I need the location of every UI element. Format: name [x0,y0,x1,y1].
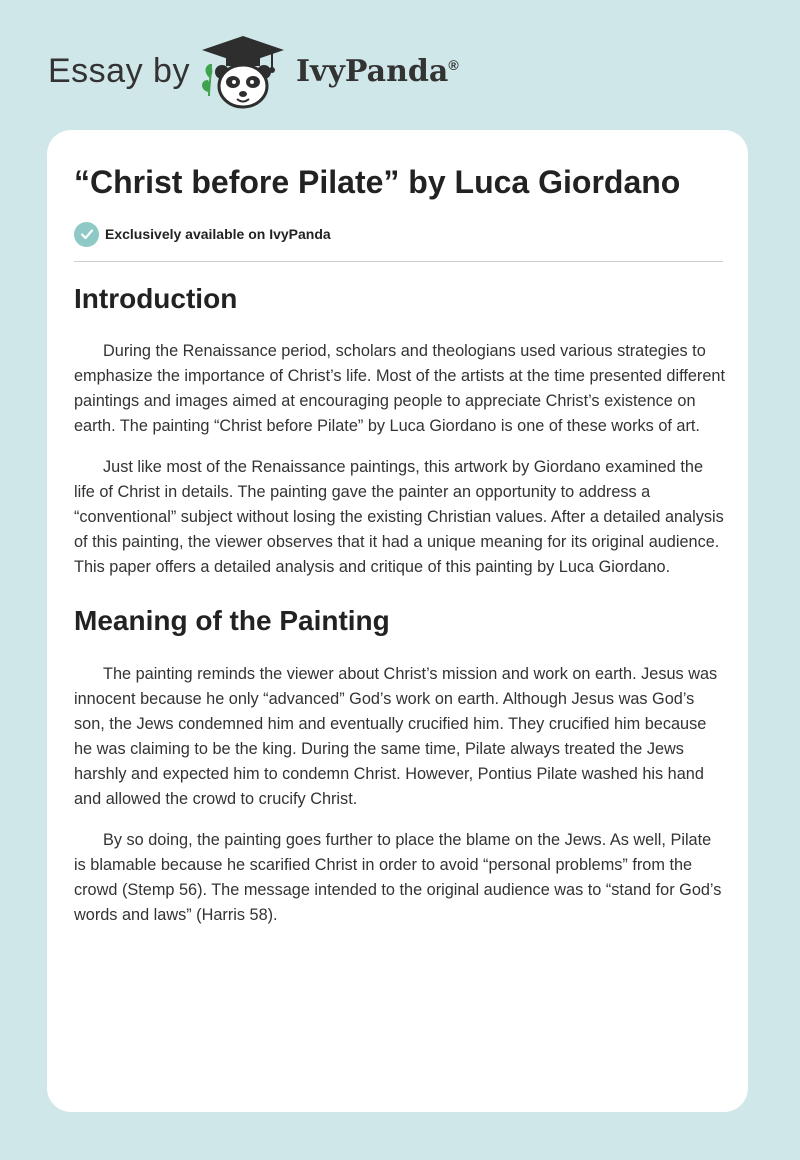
brand-prefix: Essay by [48,52,190,90]
essay-card [47,130,748,1112]
paragraph: By so doing, the painting goes further to place the blame on the Jews. As well, Pilate is blamable because he scarified Christ in order to avoid “personal problems” from the crowd (Stemp 56). The message intended to the original audience was to “stand for God’s words and laws” (Harris 58). [74,831,722,924]
availability-badge [74,221,331,247]
divider [74,261,723,262]
panda-logo-icon[interactable] [200,34,286,110]
page-title: “Christ before Pilate” by Luca Giordano [74,164,681,200]
section-heading: Introduction [74,283,238,314]
paragraph: Just like most of the Renaissance paintings, this artwork by Giordano examined the life of Christ in details. The painting gave the painter an opportunity to address a “conventional” subject without losing the existing Christian values. After a detailed analysis of this painting, the viewer observes that it had a unique meaning for its original audience. This paper offers a detailed analysis and critique of this painting by Luca Giordano. [74,458,724,576]
paragraph: During the Renaissance period, scholars and theologians used various strategies to emphasize the importance of Christ’s life. Most of the artists at the time presented different paintings and images aimed at encouraging people to appreciate Christ’s existence on earth. The painting “Christ before Pilate” by Luca Giordano is one of these works of art. [74,342,725,435]
brand-name[interactable]: IvyPanda® [296,54,459,89]
paragraph: The painting reminds the viewer about Christ’s mission and work on earth. Jesus was innocent because he only “advanced” God’s work on earth. Although Jesus was God’s son, the Jews condemned him and eventually crucified him. They crucified him because he was claiming to be the king. During the same time, Pilate always treated the Jews harshly and expected him to condemn Christ. However, Pontius Pilate washed his hand and allowed the crowd to crucify Christ. [74,665,718,808]
badge-text: Exclusively available on IvyPanda [105,226,331,242]
essay-body [74,282,726,928]
site-header [48,34,748,114]
section-heading: Meaning of the Painting [74,605,390,636]
check-icon [74,222,99,247]
registered-mark: ® [448,57,459,73]
